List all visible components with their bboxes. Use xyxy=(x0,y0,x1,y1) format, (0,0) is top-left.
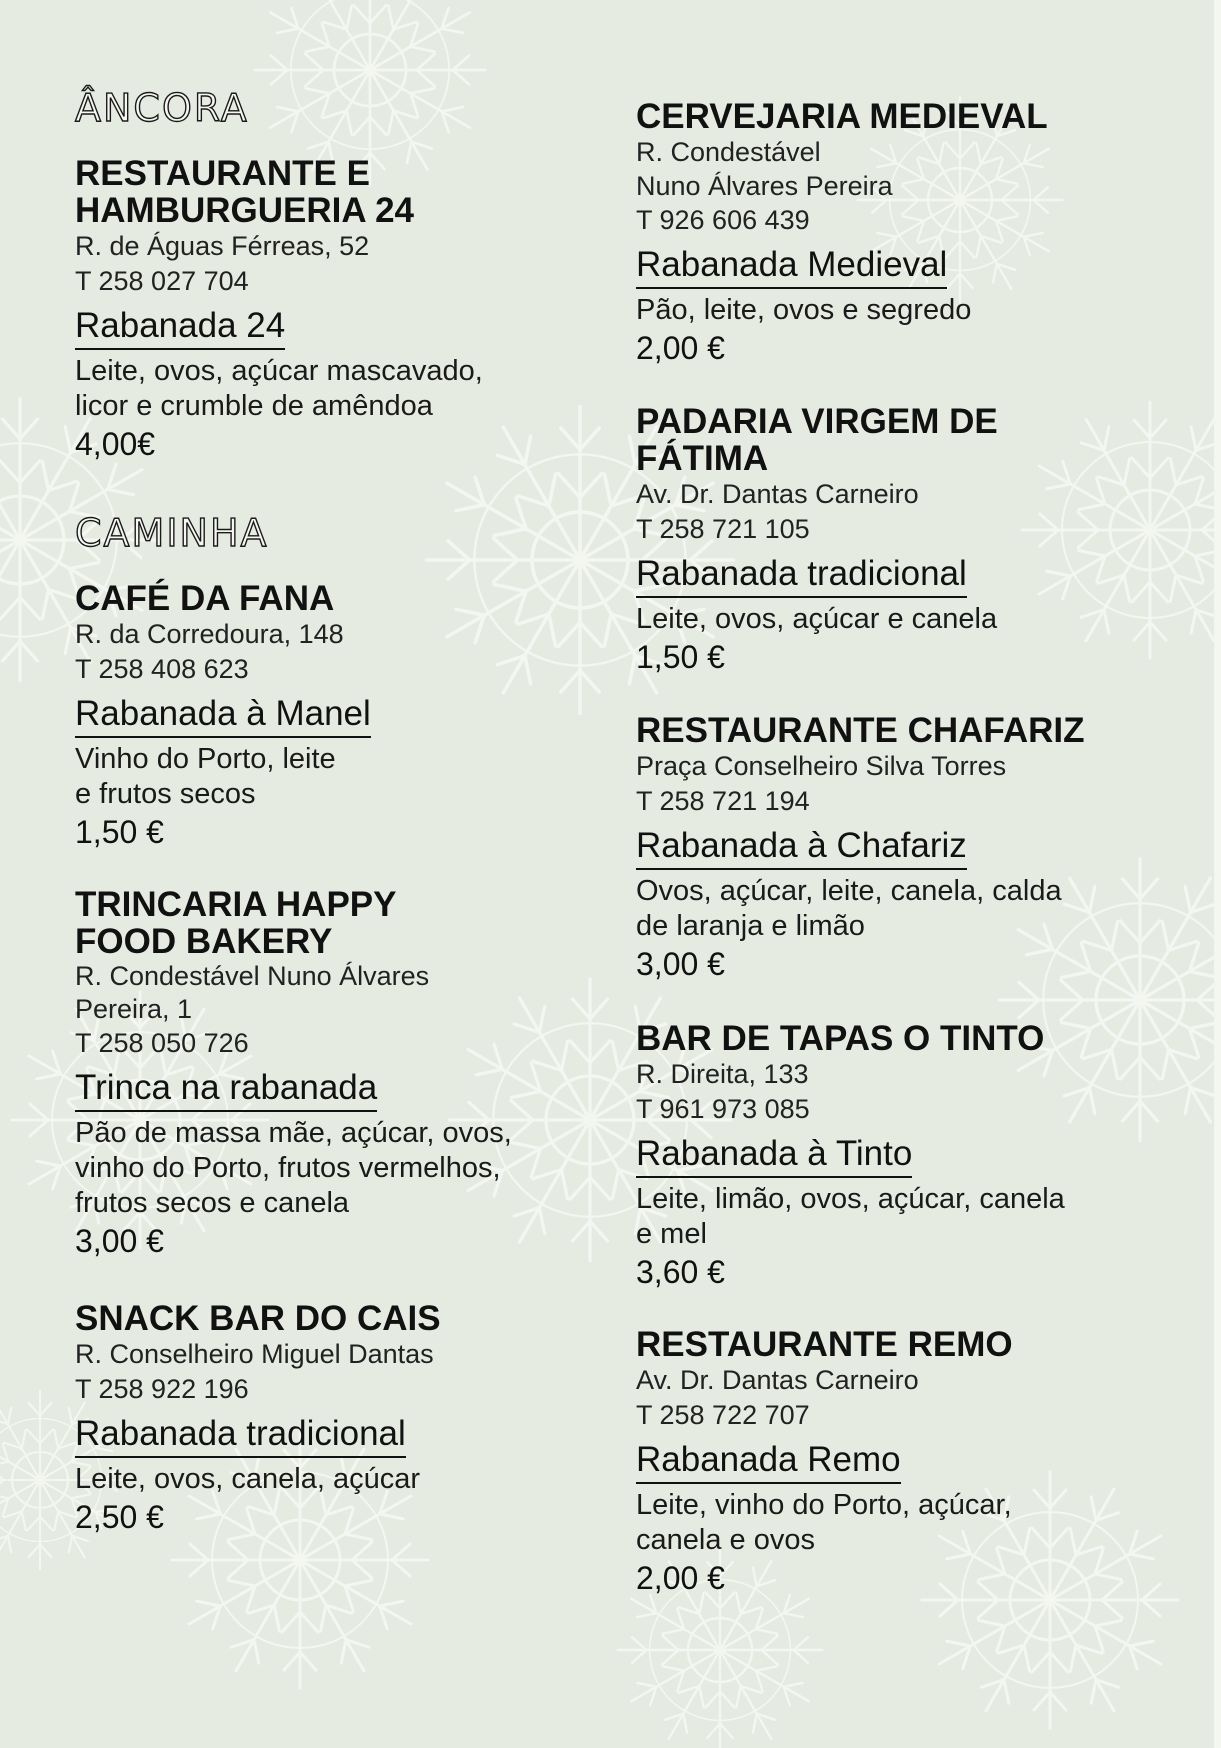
restaurant-phone: T 258 721 105 xyxy=(636,514,810,544)
dish-ingredients: Leite, ovos, açúcar mascavado, licor e crumble de amêndoa xyxy=(75,355,483,422)
restaurant-phone: T 258 408 623 xyxy=(75,654,249,684)
town-heading-caminha: CAMINHA xyxy=(75,511,269,555)
dish-name: Rabanada à Manel xyxy=(75,694,371,738)
restaurant-phone: T 258 027 704 xyxy=(75,266,249,296)
restaurant-entry xyxy=(636,1326,1176,1598)
dish-ingredients: Ovos, açúcar, leite, canela, calda de laranja e limão xyxy=(636,875,1062,942)
dish-name: Rabanada à Chafariz xyxy=(636,826,967,870)
restaurant-address: R. de Águas Férreas, 52 xyxy=(75,231,370,261)
dish-price: 1,50 € xyxy=(75,814,164,850)
restaurant-phone: T 961 973 085 xyxy=(636,1094,810,1124)
dish-price: 3,60 € xyxy=(636,1254,725,1290)
restaurant-entry xyxy=(636,1020,1176,1292)
restaurant-name: CAFÉ DA FANA xyxy=(75,579,335,618)
restaurant-address: R. Condestável Nuno Álvares Pereira, 1 xyxy=(75,961,430,1024)
restaurant-address: R. Conselheiro Miguel Dantas xyxy=(75,1339,434,1369)
dish-name: Rabanada à Tinto xyxy=(636,1134,912,1178)
dish-ingredients: Leite, vinho do Porto, açúcar, canela e ovos xyxy=(636,1489,1012,1556)
restaurant-entry xyxy=(75,155,575,464)
dish-name: Rabanada tradicional xyxy=(636,554,967,598)
dish-name: Rabanada 24 xyxy=(75,306,285,350)
restaurant-entry xyxy=(636,98,1176,368)
dish-price: 1,50 € xyxy=(636,639,725,675)
dish-ingredients: Leite, ovos, açúcar e canela xyxy=(636,603,998,635)
dish-ingredients: Vinho do Porto, leite e frutos secos xyxy=(75,743,336,810)
restaurant-address: Praça Conselheiro Silva Torres xyxy=(636,751,1007,781)
restaurant-name: PADARIA VIRGEM DE FÁTIMA xyxy=(636,402,998,478)
restaurant-name: CERVEJARIA MEDIEVAL xyxy=(636,97,1048,136)
restaurant-address: Av. Dr. Dantas Carneiro xyxy=(636,479,919,509)
restaurant-name: RESTAURANTE E HAMBURGUERIA 24 xyxy=(75,154,415,230)
restaurant-entry xyxy=(636,403,1176,677)
restaurant-address: R. da Corredoura, 148 xyxy=(75,619,344,649)
dish-price: 3,00 € xyxy=(75,1223,164,1259)
restaurant-name: TRINCARIA HAPPY FOOD BAKERY xyxy=(75,885,397,961)
dish-price: 2,50 € xyxy=(75,1499,164,1535)
restaurant-name: RESTAURANTE CHAFARIZ xyxy=(636,711,1085,750)
dish-name: Rabanada Medieval xyxy=(636,245,947,289)
restaurant-name: SNACK BAR DO CAIS xyxy=(75,1299,441,1338)
restaurant-phone: T 258 721 194 xyxy=(636,786,810,816)
dish-price: 3,00 € xyxy=(636,946,725,982)
restaurant-phone: T 258 050 726 xyxy=(75,1028,249,1058)
dish-name: Rabanada Remo xyxy=(636,1440,901,1484)
dish-price: 2,00 € xyxy=(636,1560,725,1596)
dish-ingredients: Pão de massa mãe, açúcar, ovos, vinho do Porto, frutos vermelhos, frutos secos e canela xyxy=(75,1117,512,1219)
restaurant-phone: T 926 606 439 xyxy=(636,205,810,235)
dish-ingredients: Leite, ovos, canela, açúcar xyxy=(75,1463,420,1495)
restaurant-entry xyxy=(75,580,575,852)
dish-name: Rabanada tradicional xyxy=(75,1414,406,1458)
restaurant-entry xyxy=(636,712,1176,984)
restaurant-name: BAR DE TAPAS O TINTO xyxy=(636,1019,1045,1058)
town-heading-ancora: ÂNCORA xyxy=(75,86,249,130)
restaurant-name: RESTAURANTE REMO xyxy=(636,1325,1013,1364)
dish-ingredients: Pão, leite, ovos e segredo xyxy=(636,294,972,326)
restaurant-address: Av. Dr. Dantas Carneiro xyxy=(636,1365,919,1395)
restaurant-address: R. Condestável Nuno Álvares Pereira xyxy=(636,137,893,201)
restaurant-phone: T 258 922 196 xyxy=(75,1374,249,1404)
dish-price: 4,00€ xyxy=(75,426,156,462)
right-edge-strip xyxy=(1214,0,1221,1748)
dish-ingredients: Leite, limão, ovos, açúcar, canela e mel xyxy=(636,1183,1065,1250)
restaurant-entry xyxy=(75,1300,575,1537)
restaurant-address: R. Direita, 133 xyxy=(636,1059,809,1089)
dish-name: Trinca na rabanada xyxy=(75,1068,377,1112)
dish-price: 2,00 € xyxy=(636,330,725,366)
restaurant-entry xyxy=(75,886,575,1261)
restaurant-phone: T 258 722 707 xyxy=(636,1400,810,1430)
